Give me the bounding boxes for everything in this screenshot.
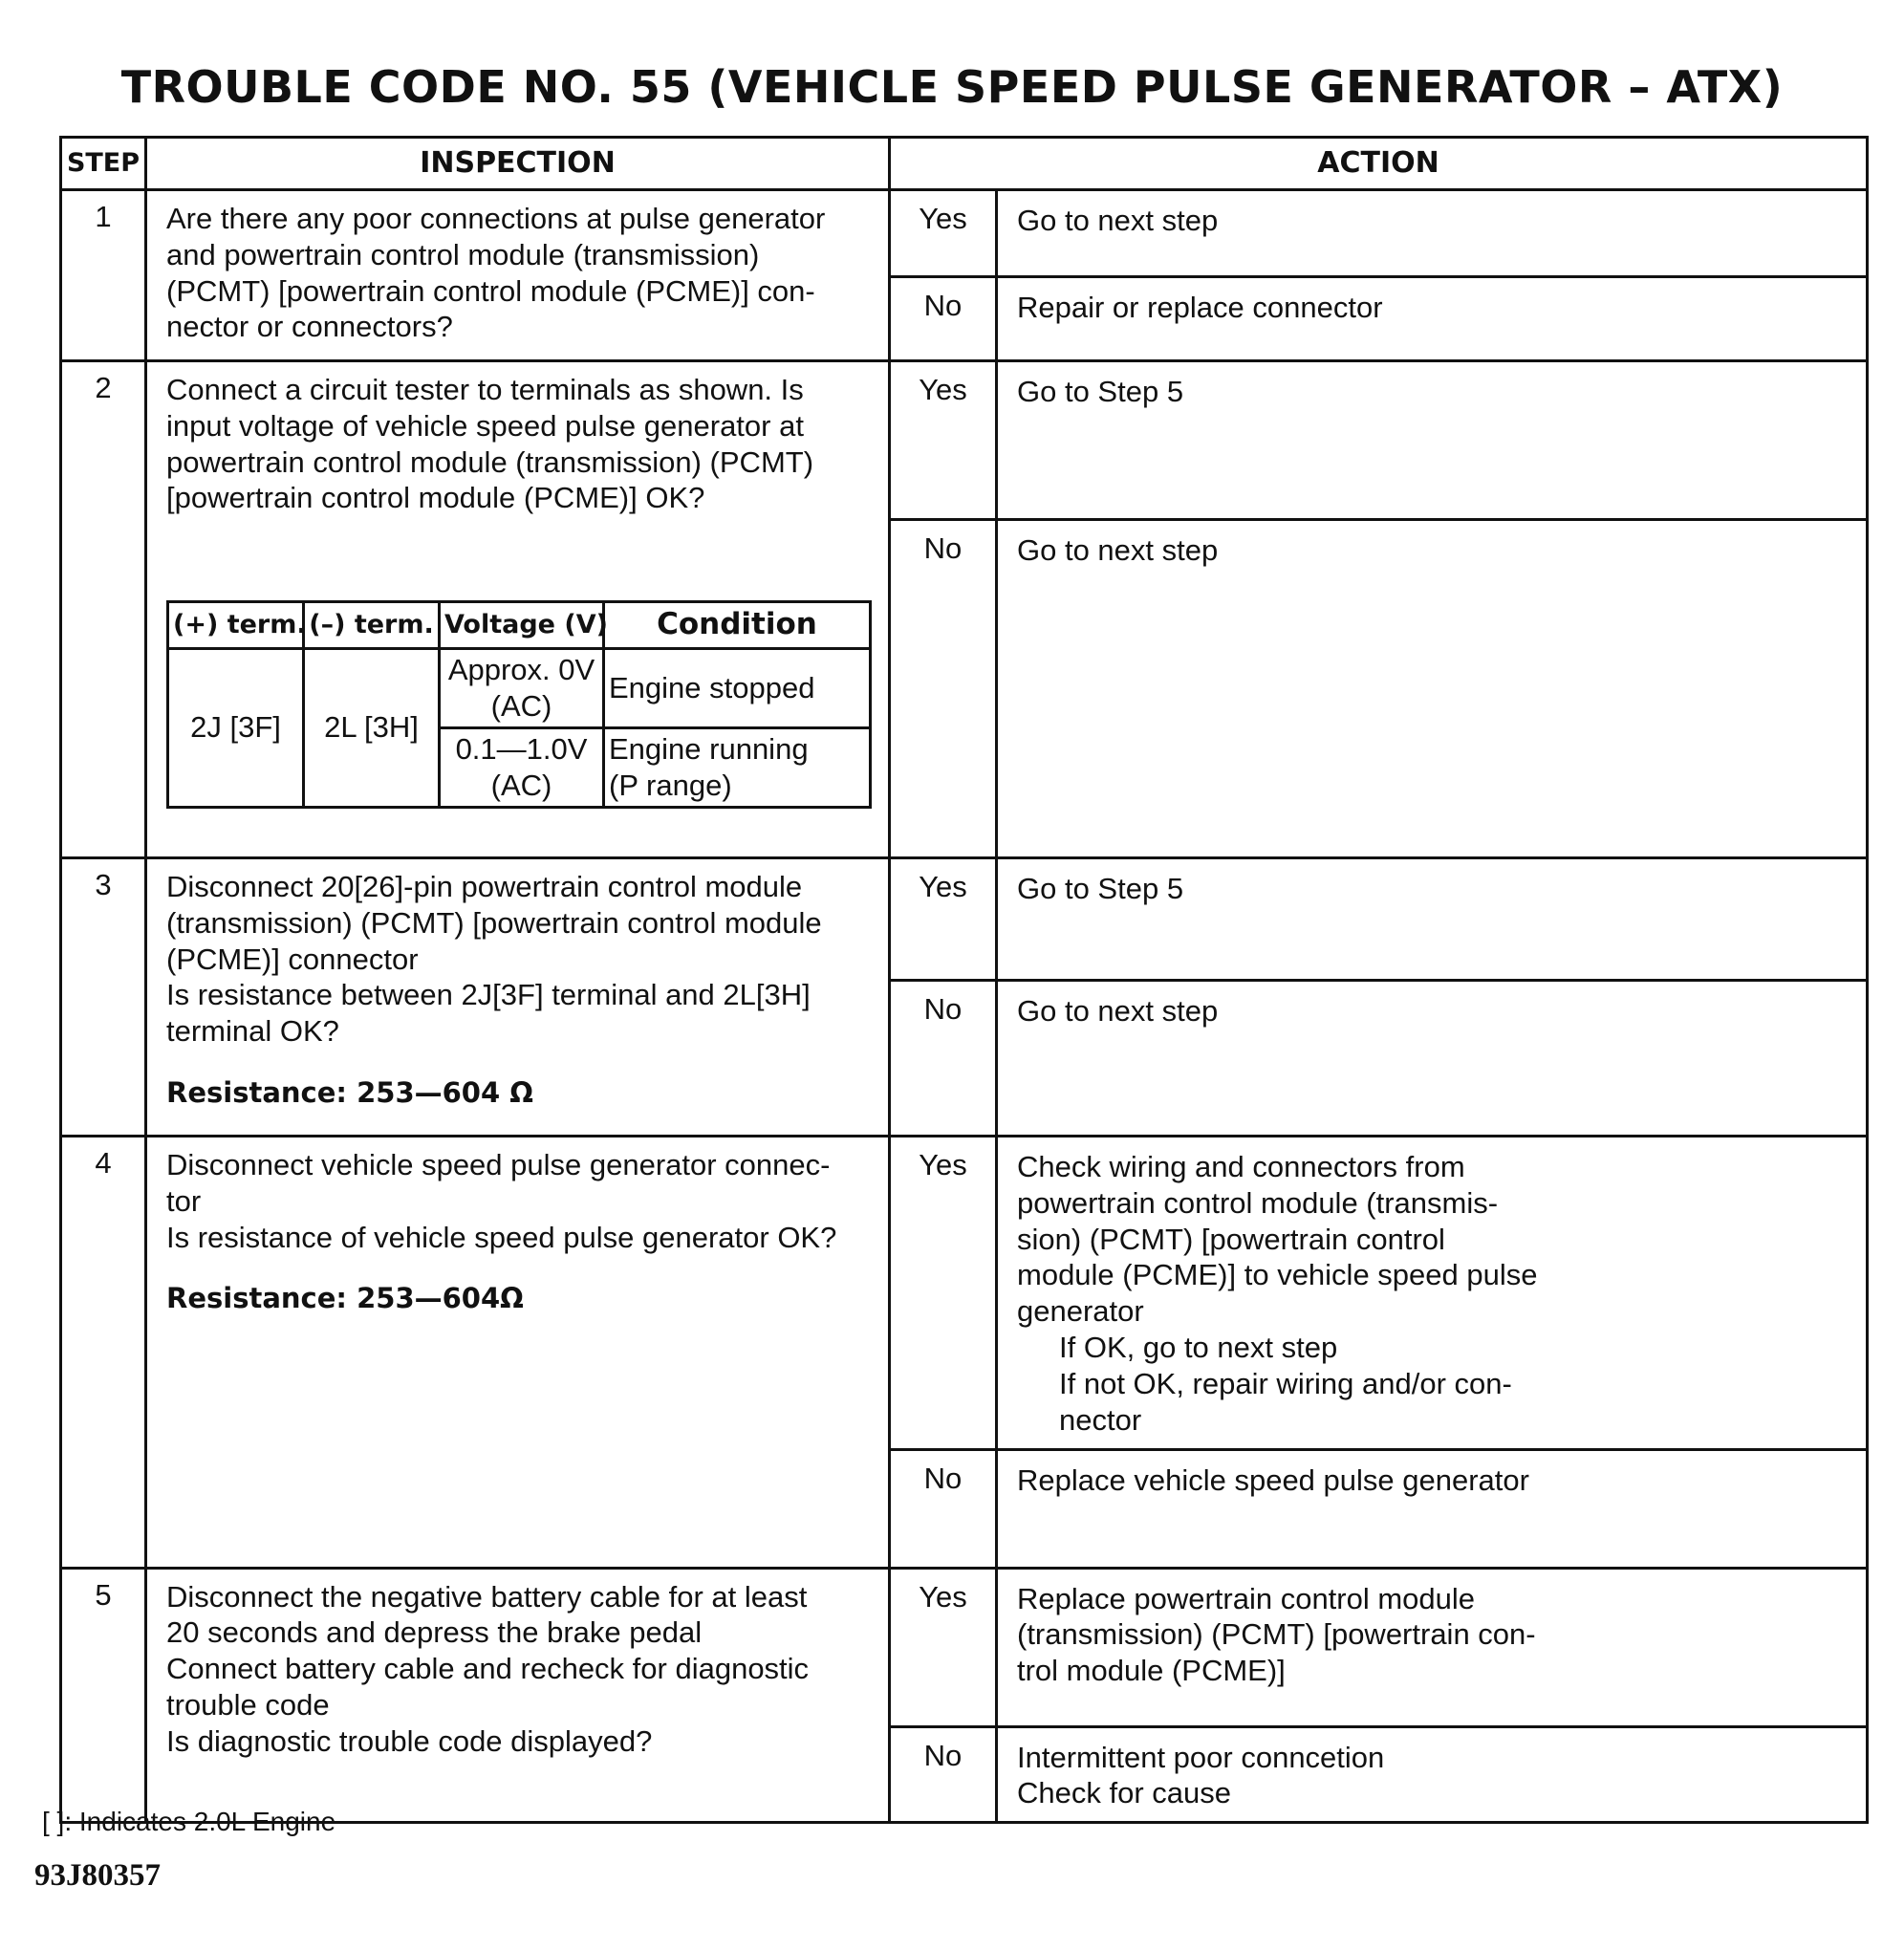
- action-subline: nector: [1059, 1402, 1142, 1437]
- page-title: TROUBLE CODE NO. 55 (VEHICLE SPEED PULSE GENERATOR – ATX): [120, 61, 1784, 113]
- action-line: Go to Step 5: [1017, 872, 1184, 905]
- yes-action: [997, 361, 1868, 520]
- step-number: 4: [61, 1137, 146, 1569]
- inspection-line: Connect battery cable and recheck for diagnostic: [166, 1652, 810, 1686]
- condition-value: [604, 649, 871, 728]
- minus-term: 2L [3H]: [304, 649, 440, 807]
- table-header-row: [61, 138, 1868, 190]
- inspection-line: and powertrain control module (transmission): [166, 237, 760, 271]
- footnote: [ ]: Indicates 2.0L Engine: [42, 1807, 336, 1836]
- condition-line: Engine stopped: [609, 671, 815, 705]
- inspection-line: Disconnect vehicle speed pulse generator connec-: [166, 1148, 831, 1181]
- plus-term-header: (+) term.: [168, 602, 304, 649]
- voltage-line: (AC): [490, 768, 552, 802]
- plus-term: 2J [3F]: [168, 649, 304, 807]
- action-line: Go to next step: [1017, 994, 1219, 1028]
- no-action: [997, 520, 1868, 858]
- step-number: 1: [61, 190, 146, 361]
- step-number: 5: [61, 1568, 146, 1823]
- yes-action: [997, 858, 1868, 981]
- minus-term-header: (–) term.: [304, 602, 440, 649]
- inspection-header: INSPECTION: [146, 138, 890, 190]
- table-row: [61, 361, 1868, 520]
- yes-label: Yes: [890, 858, 997, 981]
- inspection-line: (transmission) (PCMT) [powertrain control module: [166, 905, 822, 940]
- inspection-line: Is diagnostic trouble code displayed?: [166, 1723, 653, 1758]
- inspection-cell: [146, 361, 890, 858]
- condition-line: (P range): [609, 768, 732, 802]
- inspection-line: input voltage of vehicle speed pulse generator at: [166, 408, 804, 443]
- resistance-spec: Resistance: 253—604 Ω: [166, 1076, 533, 1110]
- action-line: generator: [1017, 1294, 1144, 1329]
- inspection-line: Connect a circuit tester to terminals as shown. Is: [166, 373, 804, 406]
- inspection-line: Is resistance between 2J[3F] terminal and 2L[3H]: [166, 978, 811, 1012]
- voltage-table-header: [168, 602, 871, 649]
- inspection-line: terminal OK?: [166, 1014, 339, 1049]
- action-line: sion) (PCMT) [powertrain control: [1017, 1222, 1445, 1256]
- step-number: 2: [61, 361, 146, 858]
- trouble-code-table: [59, 136, 1869, 1824]
- step-header: STEP: [61, 138, 146, 190]
- action-header: ACTION: [890, 138, 1868, 190]
- voltage-line: (AC): [490, 689, 552, 724]
- inspection-line: Disconnect 20[26]-pin powertrain control module: [166, 870, 803, 903]
- condition-line: Engine running: [609, 731, 809, 766]
- condition-header: Condition: [604, 602, 871, 649]
- inspection-line: (PCME)] connector: [166, 942, 419, 976]
- no-action: [997, 1726, 1868, 1823]
- no-label: No: [890, 981, 997, 1137]
- action-subline: If not OK, repair wiring and/or con-: [1059, 1366, 1512, 1400]
- no-action: [997, 1449, 1868, 1568]
- no-label: No: [890, 1726, 997, 1823]
- table-row: [61, 1137, 1868, 1450]
- figure-code: 93J80357: [34, 1858, 161, 1893]
- inspection-line: (PCMT) [powertrain control module (PCME)] con-: [166, 273, 815, 308]
- no-label: No: [890, 277, 997, 361]
- action-line: Repair or replace connector: [1017, 291, 1383, 324]
- yes-label: Yes: [890, 190, 997, 277]
- inspection-line: 20 seconds and depress the brake pedal: [166, 1615, 703, 1650]
- action-line: trol module (PCME)]: [1017, 1654, 1286, 1688]
- table-row: [61, 190, 1868, 277]
- inspection-cell: [146, 1568, 890, 1823]
- action-line: Replace powertrain control module: [1017, 1581, 1476, 1615]
- voltage-row: [168, 649, 871, 728]
- action-line: (transmission) (PCMT) [powertrain con-: [1017, 1617, 1536, 1652]
- inspection-cell: [146, 1137, 890, 1569]
- action-line: Replace vehicle speed pulse generator: [1017, 1462, 1529, 1497]
- action-line: Go to next step: [1017, 204, 1219, 237]
- voltage-header: Voltage (V): [440, 602, 604, 649]
- no-label: No: [890, 520, 997, 858]
- inspection-line: nector or connectors?: [166, 310, 453, 344]
- yes-action: [997, 190, 1868, 277]
- yes-label: Yes: [890, 361, 997, 520]
- inspection-line: Are there any poor connections at pulse generator: [166, 202, 826, 235]
- inspection-cell: [146, 858, 890, 1137]
- resistance-spec: Resistance: 253—604Ω: [166, 1282, 524, 1315]
- yes-action: [997, 1137, 1868, 1450]
- action-line: Check wiring and connectors from: [1017, 1150, 1465, 1183]
- voltage-table: [166, 600, 872, 808]
- inspection-line: trouble code: [166, 1687, 330, 1722]
- voltage-value: [440, 649, 604, 728]
- action-line: Intermittent poor conncetion: [1017, 1740, 1385, 1774]
- inspection-line: [powertrain control module (PCME)] OK?: [166, 481, 705, 515]
- inspection-line: Disconnect the negative battery cable for at least: [166, 1579, 808, 1614]
- no-action: [997, 981, 1868, 1137]
- no-label: No: [890, 1449, 997, 1568]
- inspection-cell: [146, 190, 890, 361]
- yes-label: Yes: [890, 1137, 997, 1450]
- table-row: [61, 1568, 1868, 1726]
- action-line: Go to Step 5: [1017, 375, 1184, 408]
- action-subline: If OK, go to next step: [1059, 1331, 1338, 1365]
- action-line: Go to next step: [1017, 533, 1219, 567]
- action-line: Check for cause: [1017, 1776, 1231, 1810]
- no-action: [997, 277, 1868, 361]
- action-line: module (PCME)] to vehicle speed pulse: [1017, 1258, 1538, 1292]
- inspection-line: tor: [166, 1183, 202, 1218]
- voltage-line: Approx. 0V: [447, 653, 595, 687]
- action-line: powertrain control module (transmis-: [1017, 1185, 1499, 1220]
- inspection-line: powertrain control module (transmission) (PCMT): [166, 444, 814, 479]
- yes-label: Yes: [890, 1568, 997, 1726]
- voltage-value: [440, 727, 604, 807]
- condition-value: [604, 727, 871, 807]
- inspection-line: Is resistance of vehicle speed pulse generator OK?: [166, 1220, 837, 1254]
- table-row: [61, 858, 1868, 981]
- yes-action: [997, 1568, 1868, 1726]
- voltage-line: 0.1—1.0V: [455, 731, 588, 766]
- step-number: 3: [61, 858, 146, 1137]
